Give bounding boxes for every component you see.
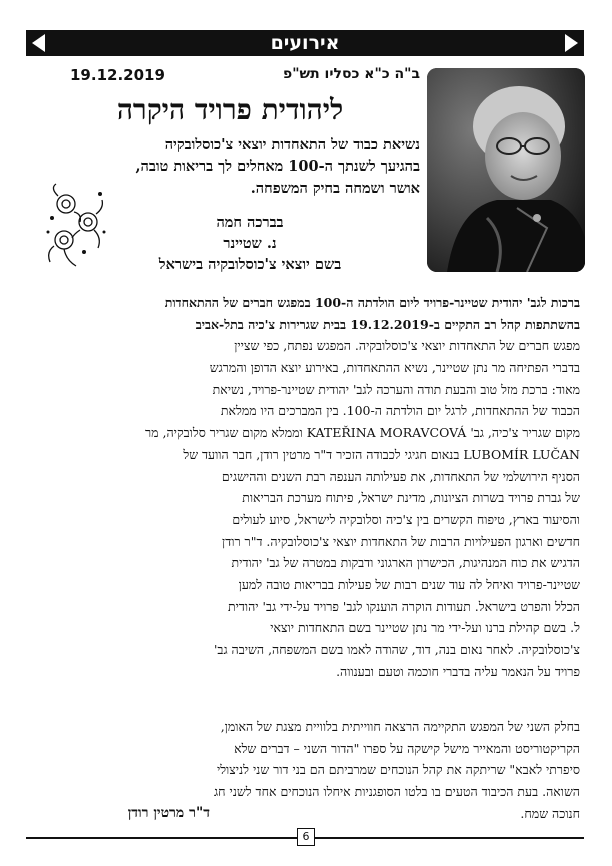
signoff-line: בברכה חמה <box>216 214 284 231</box>
article-line: בחלק השני של המפגש התקיימה הרצאה חווייתית בלוויית מצגת של האומן, <box>220 719 580 734</box>
signoff-line: נ. שטיינר <box>223 235 277 252</box>
article-line: פרויד על הנאמר עליה בדברי חוכמה וטעם ובענווה. <box>336 663 580 679</box>
hebrew-date: ב"ה כ"א כסליו תש"פ <box>282 66 420 82</box>
article-line: ברכות לגב' יהודית שטיינר-פרויד ליום הולדתה ה-100 במפגש חברים של ההתאחדות <box>164 295 580 310</box>
article-line: הקריקטוריסט והמאייר מישל קישקה על ספרו "הדור השני – דברים שלא <box>234 740 580 756</box>
portrait-photo <box>427 68 585 272</box>
article-body <box>42 292 580 682</box>
signoff-block <box>120 212 380 275</box>
gregorian-date: 19.12.2019 <box>70 66 165 84</box>
article-line: חדשים וארגון הפעילויות הרבות של התאחדות יוצאי צ'כוסלובקיה. ד"ר רודן <box>222 533 580 549</box>
article-author: ד"ר מרטין רודן <box>127 805 210 821</box>
article-line: חנוכה שמח. <box>520 805 580 821</box>
article-line: של גברת פרויד בשרות הציונות, מדינת ישראל, פיתוח מערכת הבריאות <box>242 490 580 506</box>
article-line: מקום שגריר צ'כיה, גב' KATEŘINA MORAVCOVÁ וממלא מקום שגריר סלובקיה, מר <box>144 425 580 441</box>
article-line: הכבוד של ההתאחדות, לרגל יום הולדתה ה-100. בין המברכים היו ממלאת <box>220 403 580 419</box>
floral-ornament-icon <box>44 182 108 268</box>
intro-line: אושר ושמחה בחיק המשפחה. <box>250 180 420 197</box>
article-line: והסיעוד בארץ, טיפוח הקשרים בין צ'כיה וסלובקיה לישראל, סיוע לעולים <box>232 511 580 527</box>
triangle-right-icon <box>565 34 578 52</box>
intro-line: נשיאת כבוד של התאחדות יוצאי צ'כוסלובקיה <box>164 136 420 153</box>
article-line: הסניף הירושלמי של התאחדות, את פעילותה הענפה רבת השנים וההישגים <box>221 468 580 484</box>
article-line: ל. בשם קהילת ברנו ועל-ידי מר נתן שטיינר בשם התאחדות יוצאי <box>270 620 580 636</box>
article-line: בדברי הפתיחה מר נתן שטיינר, נשיא ההתאחדות, באירוע יוצא הדופן והמרגש <box>209 360 580 376</box>
signoff-line: בשם יוצאי צ'כוסלובקיה בישראל <box>158 256 342 273</box>
portrait-image <box>427 68 585 272</box>
article-line: סיפרתי לאבא" שריתקה את קהל הנוכחים שמרביתם הם בני דור שני לניצולי <box>216 762 580 778</box>
article-line: מפגש חברים של התאחדות יוצאי צ'כוסלובקיה. המפגש נפתח, כפי שציין <box>234 338 580 354</box>
main-title: ליהודית פרויד היקרה <box>116 93 344 126</box>
intro-line: בהגיעך לשנתך ה-100 מאחלים לך בריאות טובה, <box>135 158 420 175</box>
article-line: הכלל והפרט בישראל. תעודות הוקרה הוענקו לגב' פרויד על-ידי גב' יהודית <box>227 598 580 614</box>
article-line: שטיינר-פרויד ואיחל לה עוד שנים רבות של פעילות בבריאות טובה למען <box>238 576 580 592</box>
triangle-left-icon <box>32 34 45 52</box>
article-line: מאוד: ברכת מזל טוב והבעת תודה והערכה לגב' יהודית שטיינר-פרויד, נשיאת <box>212 381 580 397</box>
section-header <box>26 30 584 56</box>
section-title: אירועים <box>270 32 340 54</box>
article-line: הדגיש את כוח המנהיגות, הכישרון הארגוני ודבקות במטרה של גב' יהודית <box>231 555 580 571</box>
article-line: השואה. בעת הכיבוד הטעים בו בלטו הסופגניות איחלו הנוכחים אחד לשני חג <box>214 784 580 800</box>
article-line: בהשתתפות קהל רב התקיים ב-19.12.2019 בבית שגרירות צ'כיה בתל-אביב <box>195 316 580 332</box>
page-number: 6 <box>297 828 315 846</box>
article-line: LUBOMÍR LUČAN בנאום חגיגי לכבודה הזכיר ד"ר מרטין רודן, חבר הוועד של <box>183 446 580 462</box>
article-line: צ'כוסלובקיה. לאחר נאום בנה, דוד, שהודה לאמו בשם המשפחה, השיבה גב' <box>214 642 580 657</box>
